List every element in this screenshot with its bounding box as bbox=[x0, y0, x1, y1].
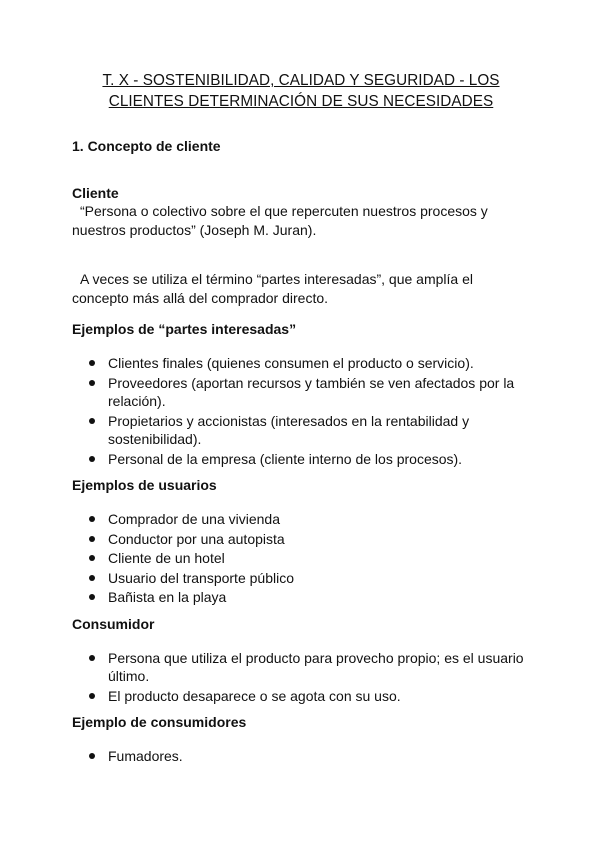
consumidores-section bbox=[72, 713, 530, 766]
consumidores-heading: Ejemplo de consumidores bbox=[72, 714, 247, 730]
bullet-icon bbox=[89, 575, 95, 581]
bullet-icon bbox=[89, 594, 95, 600]
list-item: El producto desaparece o se agota con su uso. bbox=[72, 687, 530, 706]
list-item: Cliente de un hotel bbox=[72, 549, 530, 568]
list-item: Fumadores. bbox=[72, 747, 530, 766]
bullet-icon bbox=[89, 418, 95, 424]
list-item: Conductor por una autopista bbox=[72, 530, 530, 549]
bullet-icon bbox=[89, 555, 95, 561]
list-item: Clientes finales (quienes consumen el producto o servicio). bbox=[72, 354, 530, 373]
bullet-icon bbox=[89, 380, 95, 386]
consumidores-list bbox=[72, 747, 530, 766]
bullet-icon bbox=[89, 516, 95, 522]
cliente-block bbox=[72, 184, 530, 240]
cliente-heading: Cliente bbox=[72, 185, 119, 201]
usuarios-heading: Ejemplos de usuarios bbox=[72, 477, 217, 493]
consumidor-heading: Consumidor bbox=[72, 615, 155, 632]
bullet-icon bbox=[89, 456, 95, 462]
list-item: Persona que utiliza el producto para provecho propio; es el usuario último. bbox=[72, 649, 530, 686]
list-item: Personal de la empresa (cliente interno de los procesos). bbox=[72, 450, 530, 469]
intro-paragraph: A veces se utiliza el término “partes interesadas”, que amplía el concepto más allá del comprador directo. bbox=[72, 271, 473, 306]
consumidor-list bbox=[72, 649, 530, 706]
cliente-definition: “Persona o colectivo sobre el que repercuten nuestros procesos y nuestros productos” (Joseph M. Juran). bbox=[72, 203, 488, 238]
document-title: T. X - SOSTENIBILIDAD, CALIDAD Y SEGURIDAD - LOS CLIENTES DETERMINACIÓN DE SUS NECESIDADES bbox=[102, 72, 500, 110]
partes-interesadas-section bbox=[72, 320, 530, 468]
bullet-icon bbox=[89, 536, 95, 542]
section-heading-concepto-cliente: 1. Concepto de cliente bbox=[72, 138, 221, 154]
consumidor-section bbox=[72, 615, 530, 706]
partes-interesadas-heading: Ejemplos de “partes interesadas” bbox=[72, 321, 297, 337]
usuarios-list bbox=[72, 510, 530, 607]
list-item: Proveedores (aportan recursos y también se ven afectados por la relación). bbox=[72, 374, 530, 411]
list-item: Usuario del transporte público bbox=[72, 569, 530, 588]
list-item: Bañista en la playa bbox=[72, 588, 530, 607]
bullet-icon bbox=[89, 360, 95, 366]
bullet-icon bbox=[89, 693, 95, 699]
usuarios-section bbox=[72, 476, 530, 607]
list-item: Propietarios y accionistas (interesados en la rentabilidad y sostenibilidad). bbox=[72, 412, 530, 449]
bullet-icon bbox=[89, 655, 95, 661]
bullet-icon bbox=[89, 753, 95, 759]
partes-interesadas-list bbox=[72, 354, 530, 468]
list-item: Comprador de una vivienda bbox=[72, 510, 530, 529]
